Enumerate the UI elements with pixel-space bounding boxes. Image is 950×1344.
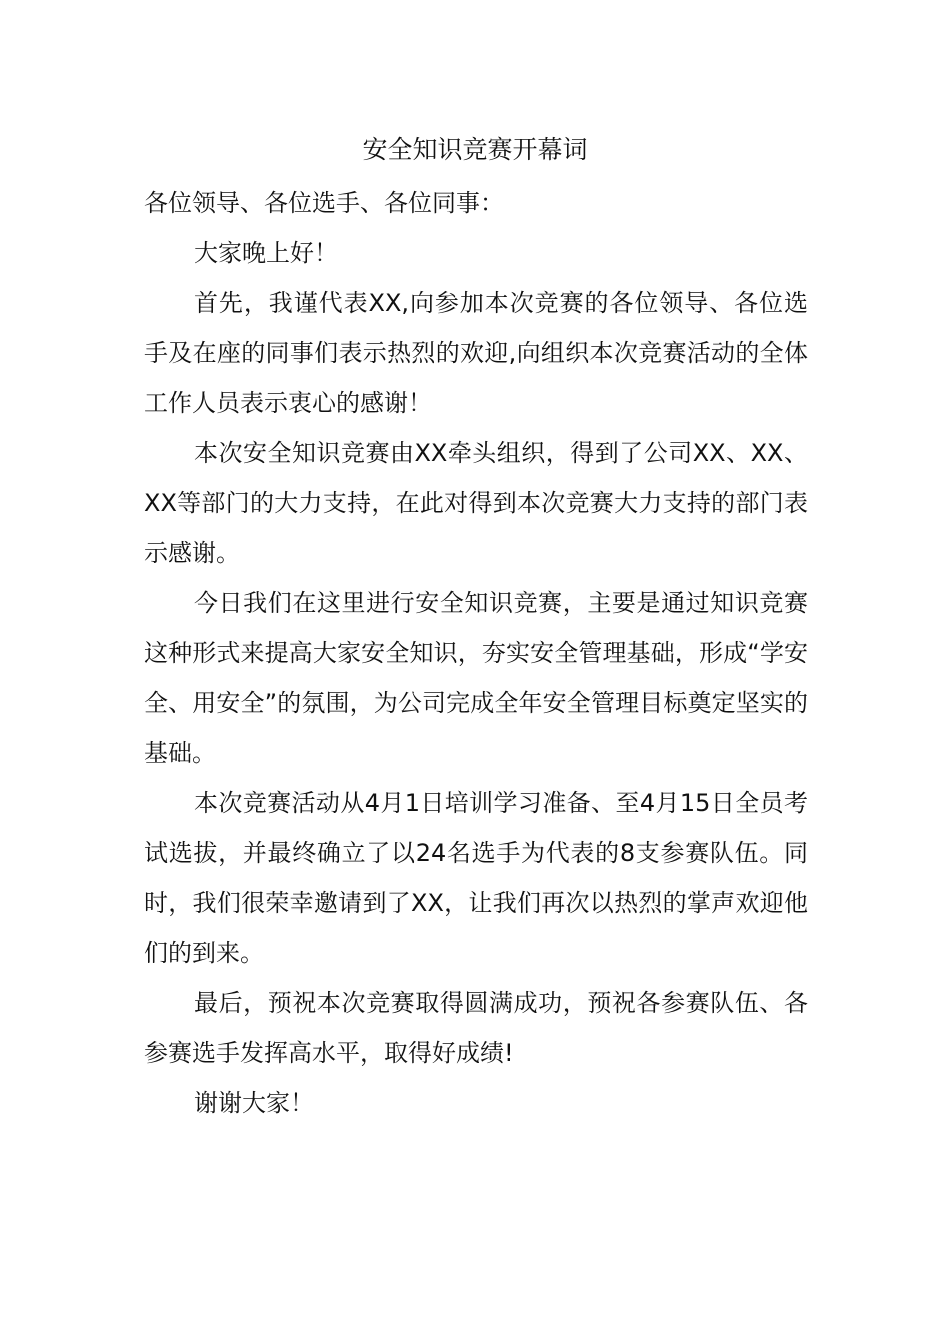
paragraph-purpose: 今日我们在这里进行安全知识竞赛，主要是通过知识竞赛这种形式来提高大家安全知识，夯实安全管理基础，形成“学安全、用安全”的氛围，为公司完成全年安全管理目标奠定坚实的基础。 — [144, 589, 808, 767]
paragraph-greeting: 大家晚上好！ — [194, 239, 338, 267]
paragraph-welcome: 首先，我谨代表XX,向参加本次竞赛的各位领导、各位选手及在座的同事们表示热烈的欢迎,向组织本次竞赛活动的全体工作人员表示衷心的感谢！ — [144, 289, 808, 417]
document-title: 安全知识竞赛开幕词 — [362, 135, 588, 164]
paragraph-wishes: 最后，预祝本次竞赛取得圆满成功，预祝各参赛队伍、各参赛选手发挥高水平，取得好成绩! — [144, 989, 808, 1067]
paragraph-organizers: 本次安全知识竞赛由XX牵头组织，得到了公司XX、XX、XX等部门的大力支持，在此对得到本次竞赛大力支持的部门表示感谢。 — [144, 439, 808, 567]
paragraph-thanks: 谢谢大家！ — [194, 1089, 314, 1117]
document-body — [144, 178, 808, 1128]
salutation: 各位领导、各位选手、各位同事： — [144, 189, 504, 217]
paragraph-schedule: 本次竞赛活动从4月1日培训学习准备、至4月15日全员考试选拔，并最终确立了以24名选手为代表的8支参赛队伍。同时，我们很荣幸邀请到了XX，让我们再次以热烈的掌声欢迎他们的到来。 — [144, 789, 808, 967]
